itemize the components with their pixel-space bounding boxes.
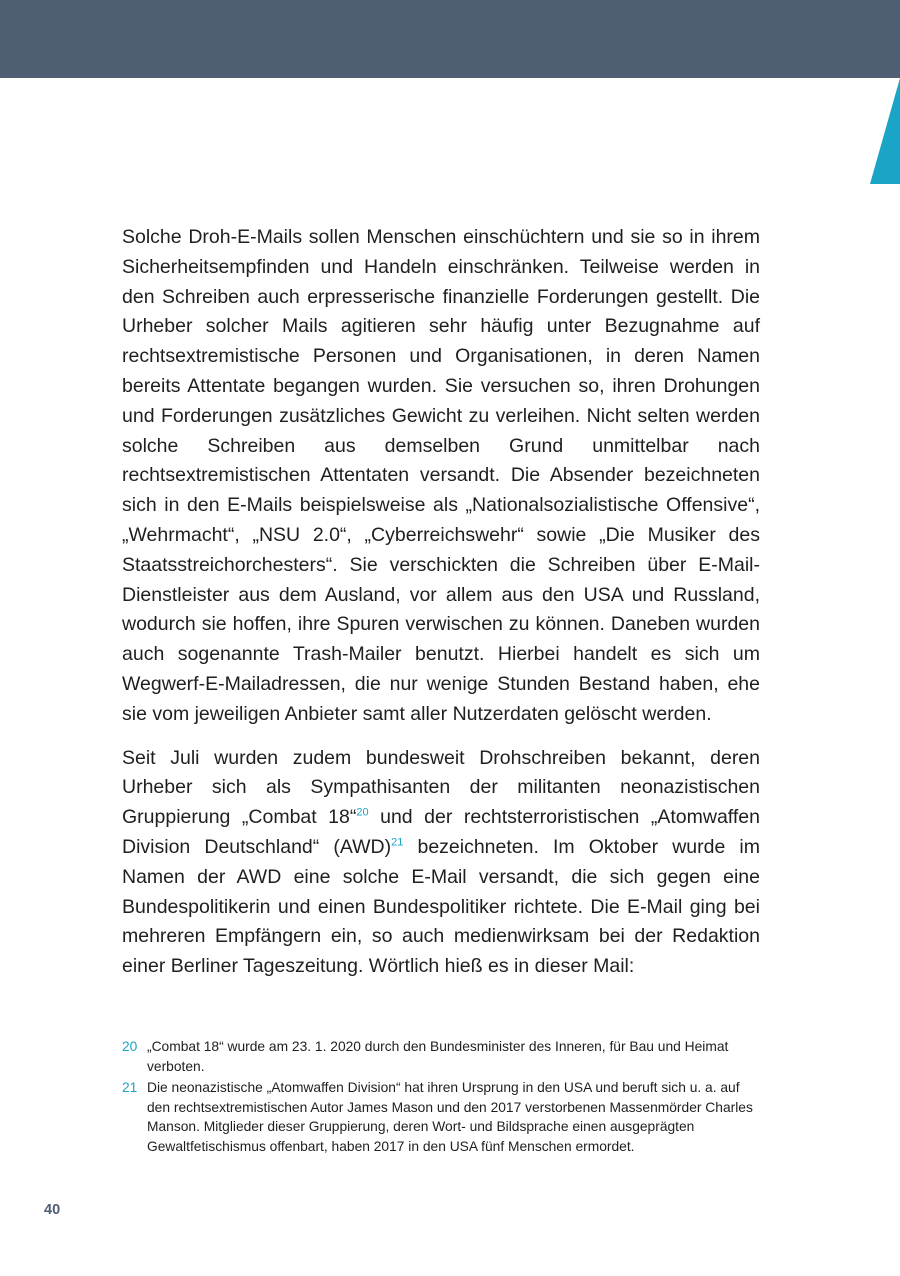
- corner-accent-wedge: [870, 78, 900, 184]
- paragraph-1: Solche Droh-E-Mails sollen Menschen einschüchtern und sie so in ihrem Sicherheitsempfinden und Handeln einschränken. Teilweise werden in den Schreiben auch erpresserische finanzielle Forderungen gestellt. Die Urheber solcher Mails agitieren sehr häufig unter Bezugnahme auf rechtsextremistische Personen und Organisationen, in deren Namen bereits Attentate begangen wurden. Sie versuchen so, ihren Drohungen und Forderungen zusätzliches Gewicht zu verleihen. Nicht selten werden solche Schreiben aus demselben Grund unmittelbar nach rechtsextremistischen Attentaten versandt. Die Absender bezeichneten sich in den E-Mails beispielsweise als „Nationalsozialistische Offensive“, „Wehrmacht“, „NSU 2.0“, „Cyberreichswehr“ sowie „Die Musiker des Staatsstreichorchesters“. Sie verschickten die Schreiben über E-Mail-Dienstleister aus dem Ausland, vor allem aus den USA und Russland, wodurch sie hoffen, ihre Spuren verwischen zu können. Daneben wurden auch sogenannte Trash-Mailer benutzt. Hierbei handelt es sich um Wegwerf-E-Mailadressen, die nur wenige Stunden Bestand haben, ehe sie vom jeweiligen Anbieter samt aller Nutzerdaten gelöscht werden.: [122, 226, 760, 725]
- page-number: 40: [44, 1202, 61, 1218]
- footnote-number: 20: [122, 1039, 138, 1054]
- footnote-ref-20[interactable]: 20: [356, 806, 369, 819]
- footnote-ref-21[interactable]: 21: [391, 836, 404, 849]
- corner-accent-shape: [870, 78, 900, 184]
- paragraph-2-part-b: und der rechtsterroristischen „Atomwaffen Division Deutschland“ (AWD): [122, 806, 760, 858]
- header-band: [0, 0, 900, 78]
- paragraph-2: [122, 744, 760, 982]
- paragraph-2-part-a: Seit Juli wurden zudem bundesweit Drohschreiben bekannt, deren Urheber sich als Sympathisanten der militanten neonazistischen Gruppierung „Combat 18“: [122, 746, 760, 829]
- main-text: [122, 223, 760, 996]
- footnote-text: Die neonazistische „Atomwaffen Division“ hat ihren Ursprung in den USA und beruft sich u. a. auf den rechtsextremistischen Autor James Mason und den 2017 verstorbenen Massenmörder Charles Manson. Mitglieder dieser Gruppierung, deren Wort- und Bildsprache einen ausgeprägten Gewaltfetischismus offenbart, haben 2017 in den USA fünf Menschen ermordet.: [147, 1080, 753, 1154]
- footnote-20: [122, 1037, 762, 1076]
- footnote-text: „Combat 18“ wurde am 23. 1. 2020 durch den Bundesminister des Inneren, für Bau und Heimat verboten.: [147, 1039, 729, 1074]
- footnotes: [122, 1037, 762, 1159]
- paragraph-2-part-c: bezeichneten. Im Oktober wurde im Namen der AWD eine solche E-Mail versandt, die sich gegen eine Bundespolitikerin und einen Bundespolitiker richtete. Die E-Mail ging bei mehreren Empfängern ein, so auch medienwirksam bei der Redaktion einer Berliner Tageszeitung. Wörtlich hieß es in dieser Mail:: [122, 835, 760, 978]
- footnote-21: [122, 1078, 762, 1156]
- footnote-number: 21: [122, 1080, 138, 1096]
